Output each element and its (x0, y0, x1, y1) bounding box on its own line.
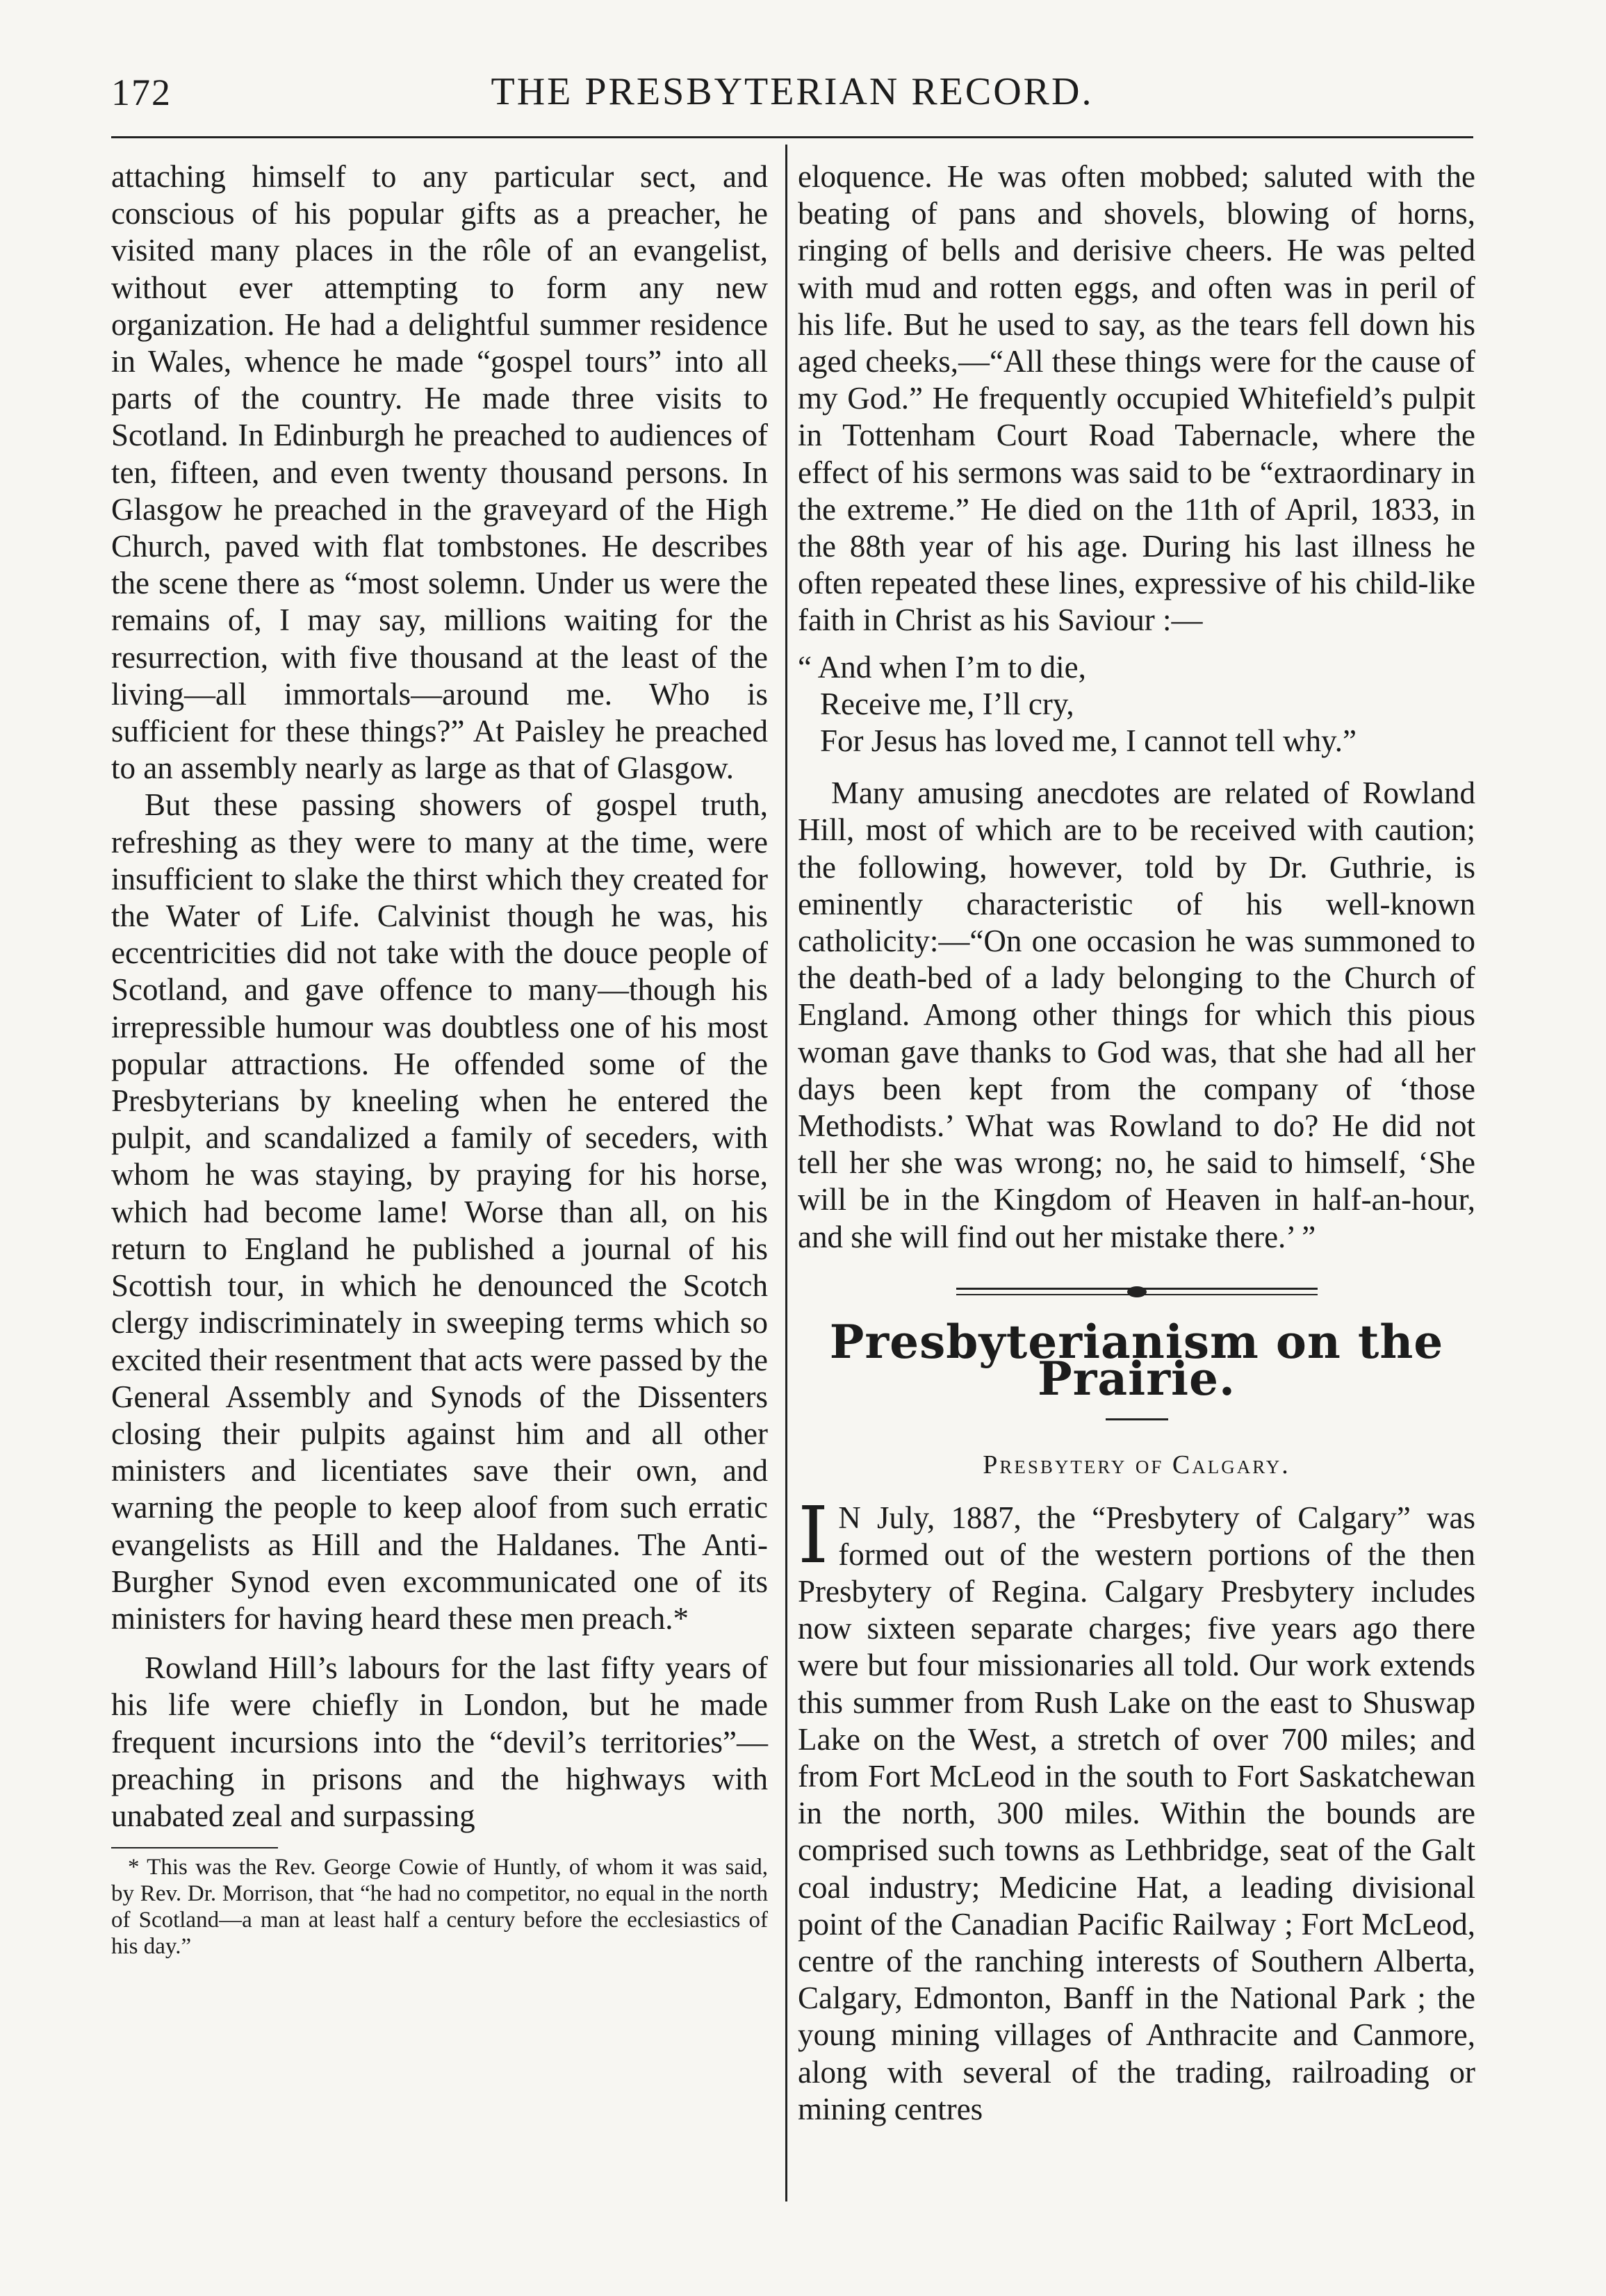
body-paragraph: Many amusing anecdotes are related of Rowland Hill, most of which are to be received with caution; the following, however, told by Dr. Guthrie, is eminently characteristic of his well-known catholicity:—“On one occasion he was summoned to the death-bed of a lady belonging to the Church of England. Among other things for which this pious woman gave thanks to God was, that she had all her days been kept from the company of ‘those Methodists.’ What was Rowland to do? He did not tell her she was wrong; no, he said to himself, ‘She will be in the Kingdom of Heaven in half-an-hour, and she will find out her mistake there.’ ” (798, 776, 1475, 1254)
body-paragraph: Rowland Hill’s labours for the last fifty years of his life were chiefly in London, but he made frequent incursions into the “devil’s territories”—preaching in prisons and the highways with unabated zeal and surpassing (111, 1650, 768, 1833)
body-paragraph: eloquence. He was often mobbed; saluted with the beating of pans and shovels, blowing of horns, ringing of bells and derisive cheers. He was pelted with mud and rotten eggs, and often was in peril of his life. But he used to say, as the tears fell down his aged cheeks,—“All these things were for the cause of my God.” He frequently occupied Whitefield’s pulpit in Tottenham Court Road Tabernacle, where the effect of his sermons was said to be “extraordinary in the extreme.” He died on the 11th of April, 1833, in the 88th year of his age. During his last illness he often repeated these lines, expressive of his child-like faith in Christ as his Saviour :— (798, 159, 1475, 638)
running-title: THE PRESBYTERIAN RECORD. (491, 70, 1094, 113)
section-subheading: Presbytery of Calgary. (983, 1450, 1290, 1480)
poem-line: Receive me, I’ll cry, (820, 686, 1074, 721)
poem-quote (798, 649, 1475, 760)
header-rule (111, 136, 1473, 138)
body-paragraph: attaching himself to any particular sect, and conscious of his popular gifts as a preacher, he visited many places in the rôle of an evangelist, without ever attempting to form any new organization. He had a delightful summer residence in Wales, whence he made “gospel tours” into all parts of the country. He made three visits to Scotland. In Edinburgh he preached to audiences of ten, fifteen, and even twenty thousand persons. In Glasgow he preached in the graveyard of the High Church, paved with flat tombstones. He describes the scene there as “most solemn. Under us were the remains of, I may say, millions waiting for the resurrection, with five thousand at the least of the living—all immortals—around me. Who is sufficient for these things?” At Paisley he preached to an assembly nearly as large as that of Glasgow. (111, 159, 768, 786)
page-header (111, 64, 1473, 120)
column-divider (785, 145, 787, 2201)
right-column (798, 158, 1475, 2128)
paragraph-text: N July, 1887, the “Presbytery of Calgary” was formed out of the western portions of the then Presbytery of Regina. Calgary Presbytery includes now sixteen separate charges; five years ago there were but four missionaries all told. Our work extends this summer from Rush Lake on the east to Shuswap Lake on the West, a stretch of over 700 miles; and from Fort McLeod in the south to Fort Saskatchewan in the north, 300 miles. Within the bounds are comprised such towns as Lethbridge, seat of the Galt coal industry; Medicine Hat, a leading divisional point of the Canadian Pacific Railway ; Fort McLeod, centre of the ranching interests of Southern Alberta, Calgary, Edmonton, Banff in the National Park ; the young mining villages of Anthracite and Canmore, along with several of the trading, railroading or mining centres (798, 1500, 1475, 2126)
drop-cap: I (798, 1490, 829, 1581)
left-column (111, 158, 768, 1960)
title-rule (1106, 1418, 1168, 1420)
footnote: * This was the Rev. George Cowie of Huntly, of whom it was said, by Rev. Dr. Morrison, that “he had no competitor, no equal in the north of Scotland—a man at least half a century before the ecclesiastics of his day.” (111, 1855, 768, 1960)
poem-line: For Jesus has loved me, I cannot tell why.” (820, 723, 1357, 759)
footnote-rule (111, 1847, 278, 1848)
body-paragraph (798, 1490, 1475, 2128)
page-number: 172 (111, 72, 172, 113)
poem-line: “ And when I’m to die, (798, 649, 1086, 684)
section-title: Presbyterianism on the Prairie. (829, 1314, 1444, 1407)
body-paragraph: But these passing showers of gospel truth, refreshing as they were to many at the time, were insufficient to slake the thirst which they created for the Water of Life. Calvinist though he was, his eccentricities did not take with the douce people of Scotland, and gave offence to many—though his irrepressible humour was doubtless one of his most popular attractions. He offended some of the Presbyterians by kneeling when he entered the pulpit, and scandalized a family of seceders, with whom he was staying, by praying for his horse, which had become lame! Worse than all, on his return to England he published a journal of his Scottish tour, in which he denounced the Scotch clergy indiscriminately in sweeping terms which so excited their resentment that acts were passed by the General Assembly and Synods of the Dissenters closing their pulpits against him and all other ministers and licentiates save their own, and warning the people to keep aloof from such erratic evangelists as Hill and the Haldanes. The Anti-Burgher Synod even excommunicated one of its ministers for having heard these men preach.* (111, 787, 768, 1636)
ornamental-rule (956, 1286, 1318, 1297)
